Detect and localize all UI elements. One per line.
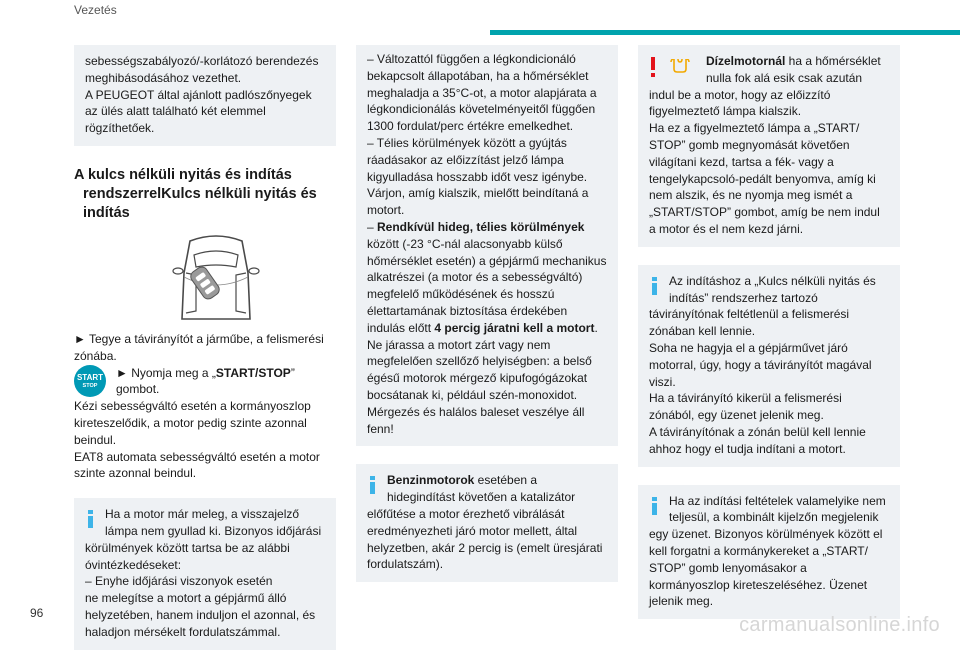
info-icon xyxy=(648,497,662,515)
extreme-cold-bold: Rendkívül hideg, télies körülmények xyxy=(377,219,585,234)
petrol-first-line xyxy=(367,472,607,489)
start-stop-button-icon xyxy=(74,365,106,397)
heading-line-2: rendszerrelKulcs nélküli nyitás és indítás xyxy=(83,185,317,221)
glow-plug-icon xyxy=(669,59,691,73)
automatic-gearbox-text: EAT8 automata sebességváltó esetén a motor szinte azonnal beindul. xyxy=(74,449,320,481)
keyless-line-2: indítás” rendszerhez tartozó xyxy=(669,290,818,305)
conditions-line-1: Ha az indítási feltételek valamelyike nem xyxy=(669,493,886,508)
extreme-cold-end: . xyxy=(594,320,598,335)
diesel-p2: Ha ez a figyelmeztető lámpa a „START/ STOP” gomb megnyomását követően világítani kezd, tartsa a fék- vagy a tengelykapcsoló-pedált benyomva, amíg ki nem alszik, és ne nyomja meg ismét a „START/STOP” gombot, amíg be nem indul a motor és el nem kezd járni. xyxy=(649,121,880,236)
note-text-1: sebességszabályozó/-korlátozó berendezés meghibásodásához vezethet. xyxy=(85,54,319,85)
info-line-2: lámpa nem gyullad ki. Bizonyos időjárási körülmények között tartsa be az alábbi óvintézkedéseket: xyxy=(85,523,322,572)
petrol-first-rest: esetében a xyxy=(474,473,538,488)
start-stop-instruction xyxy=(74,365,336,399)
info-icon xyxy=(648,277,662,295)
header-accent-bar xyxy=(490,30,960,35)
closed-space-warning: Ne járassa a motort zárt vagy nem megfelelően szellőző helyiségben: a belső égésű motorok mérgező kipufogógázokat bocsátanak ki, például szén-monoxidot. Mérgezés és halálos baleset veszélye áll fenn! xyxy=(367,337,592,436)
heading-line-1: A kulcs nélküli nyitás és indítás xyxy=(74,166,292,183)
info-dash-line: – Enyhe időjárási viszonyok esetén xyxy=(85,574,273,589)
warning-continued-box xyxy=(356,45,618,446)
instruction-place-remote: ► Tegye a távirányítót a járműbe, a felismerési zónába. xyxy=(74,331,324,363)
info-box-petrol xyxy=(356,464,618,582)
keyless-p4: A távirányítónak a zónán belül kell lennie ahhoz hogy el tudja indítani a motort. xyxy=(649,424,866,456)
diesel-line-2: nulla fok alá esik csak azután xyxy=(706,70,863,85)
instr2-prefix: ► Nyomja meg a „ xyxy=(116,365,216,380)
conditions-line-2: teljesül, a kombinált kijelzőn megjelenik xyxy=(669,510,879,525)
column-3 xyxy=(638,45,900,637)
info-dash-rest: ne melegítse a motort a gépjármű álló helyzetében, hanem induljon el azonnal, és haladjon mérsékelt fordulatszámmal. xyxy=(85,591,316,639)
info-box-conditions xyxy=(638,485,900,620)
extreme-cold-bold-2: 4 percig járatni kell a motort xyxy=(434,320,595,335)
info-line-1: Ha a motor már meleg, a visszajelző xyxy=(105,507,300,522)
keyless-p2: Soha ne hagyja el a gépjárművet járó motorral, úgy, hogy a távirányítót magával viszi. xyxy=(649,340,872,389)
start-button-label: START xyxy=(76,372,104,382)
extreme-cold-text xyxy=(367,219,607,337)
keyless-rest: távirányítónak feltétlenül a felismerési zónában kell lennie. xyxy=(649,307,850,339)
diesel-line-1-rest: ha a hőmérséklet xyxy=(785,54,881,68)
info-icon xyxy=(366,476,380,494)
page-number: 96 xyxy=(30,606,44,620)
diesel-rest: indul be a motor, hogy az előizzító figyelmeztető lámpa kialszik. xyxy=(649,87,831,119)
instr2-suffix: ” gombot. xyxy=(116,365,295,397)
header-title: Vezetés xyxy=(74,3,117,17)
extreme-cold-prefix: – xyxy=(367,219,378,234)
column-2 xyxy=(356,45,618,600)
info-box-warm-engine xyxy=(74,498,336,649)
petrol-rest-text: hidegindítást követően a katalizátor előfűtése a motor érezhető vibrálását eredményezheti járó motor mellett, által helyzetben, akár 2 percig is (emelt üresjárati fordulatszám). xyxy=(367,490,603,572)
start-instructions xyxy=(74,331,336,482)
warning-box-diesel xyxy=(638,45,900,247)
info-text-main xyxy=(85,523,325,573)
manual-gearbox-text: Kézi sebességváltó esetén a kormányoszlop kireteszelődik, a motor pedig szinte azonnal beindul. xyxy=(74,399,311,447)
info-icon xyxy=(84,510,98,528)
watermark: carmanualsonline.info xyxy=(739,614,940,636)
keyless-p3: Ha a távirányító kikerül a felismerési zónából, egy üzenet jelenik meg. xyxy=(649,391,842,423)
car-with-keyfob-figure xyxy=(74,233,336,323)
conditions-rest: egy üzenet. Bizonyos körülmények között el kell forgatni a kormánykereket a „START/ STOP” gomb lenyomásakor a kormányoszlop kireteszeléséhez. Üzenet jelenik meg. xyxy=(649,527,883,609)
aircon-text: – Változattól függően a légkondicionáló bekapcsolt állapotában, ha a hőmérséklet meghaladja a 35°C-ot, a motor alapjárata a légkondicionálás követelményeitől függően 1300 fordulat/perc értékre emelkedhet. xyxy=(367,52,597,134)
winter-text: – Télies körülmények között a gyújtás ráadásakor az előizzítást jelző lámpa kigyulladása hosszabb időt vesz igénybe. Várjon, amíg kialszik, mielőtt beindítaná a motort. xyxy=(367,135,589,218)
stop-button-label: STOP xyxy=(82,382,98,389)
section-heading xyxy=(74,166,336,223)
diesel-bold: Dízelmotornál xyxy=(706,54,786,68)
info-box-keyless xyxy=(638,265,900,467)
extreme-cold-rest: között (-23 °C-nál alacsonyabb külső hőmérséklet esetén) a gépjármű mechanikus alkatrészei (a motor és a sebességváltó) megfelelő működésének és hosszú élettartamának biztosítása érdekében indulás előtt xyxy=(367,236,607,335)
continued-note-box xyxy=(74,45,336,146)
car-with-keyfob-icon xyxy=(170,233,262,323)
petrol-bold: Benzinmotorok xyxy=(387,473,475,488)
keyless-line-1: Az indításhoz a „Kulcs nélküli nyitás és xyxy=(669,273,876,288)
petrol-rest xyxy=(367,489,607,573)
note-text-2: A PEUGEOT által ajánlott padlószőnyegek az ülés alatt található két elemmel rögzíthetőek. xyxy=(85,87,312,136)
column-1 xyxy=(74,45,336,668)
warning-exclamation-icon xyxy=(649,57,657,77)
instr2-bold: START/STOP xyxy=(215,365,291,380)
